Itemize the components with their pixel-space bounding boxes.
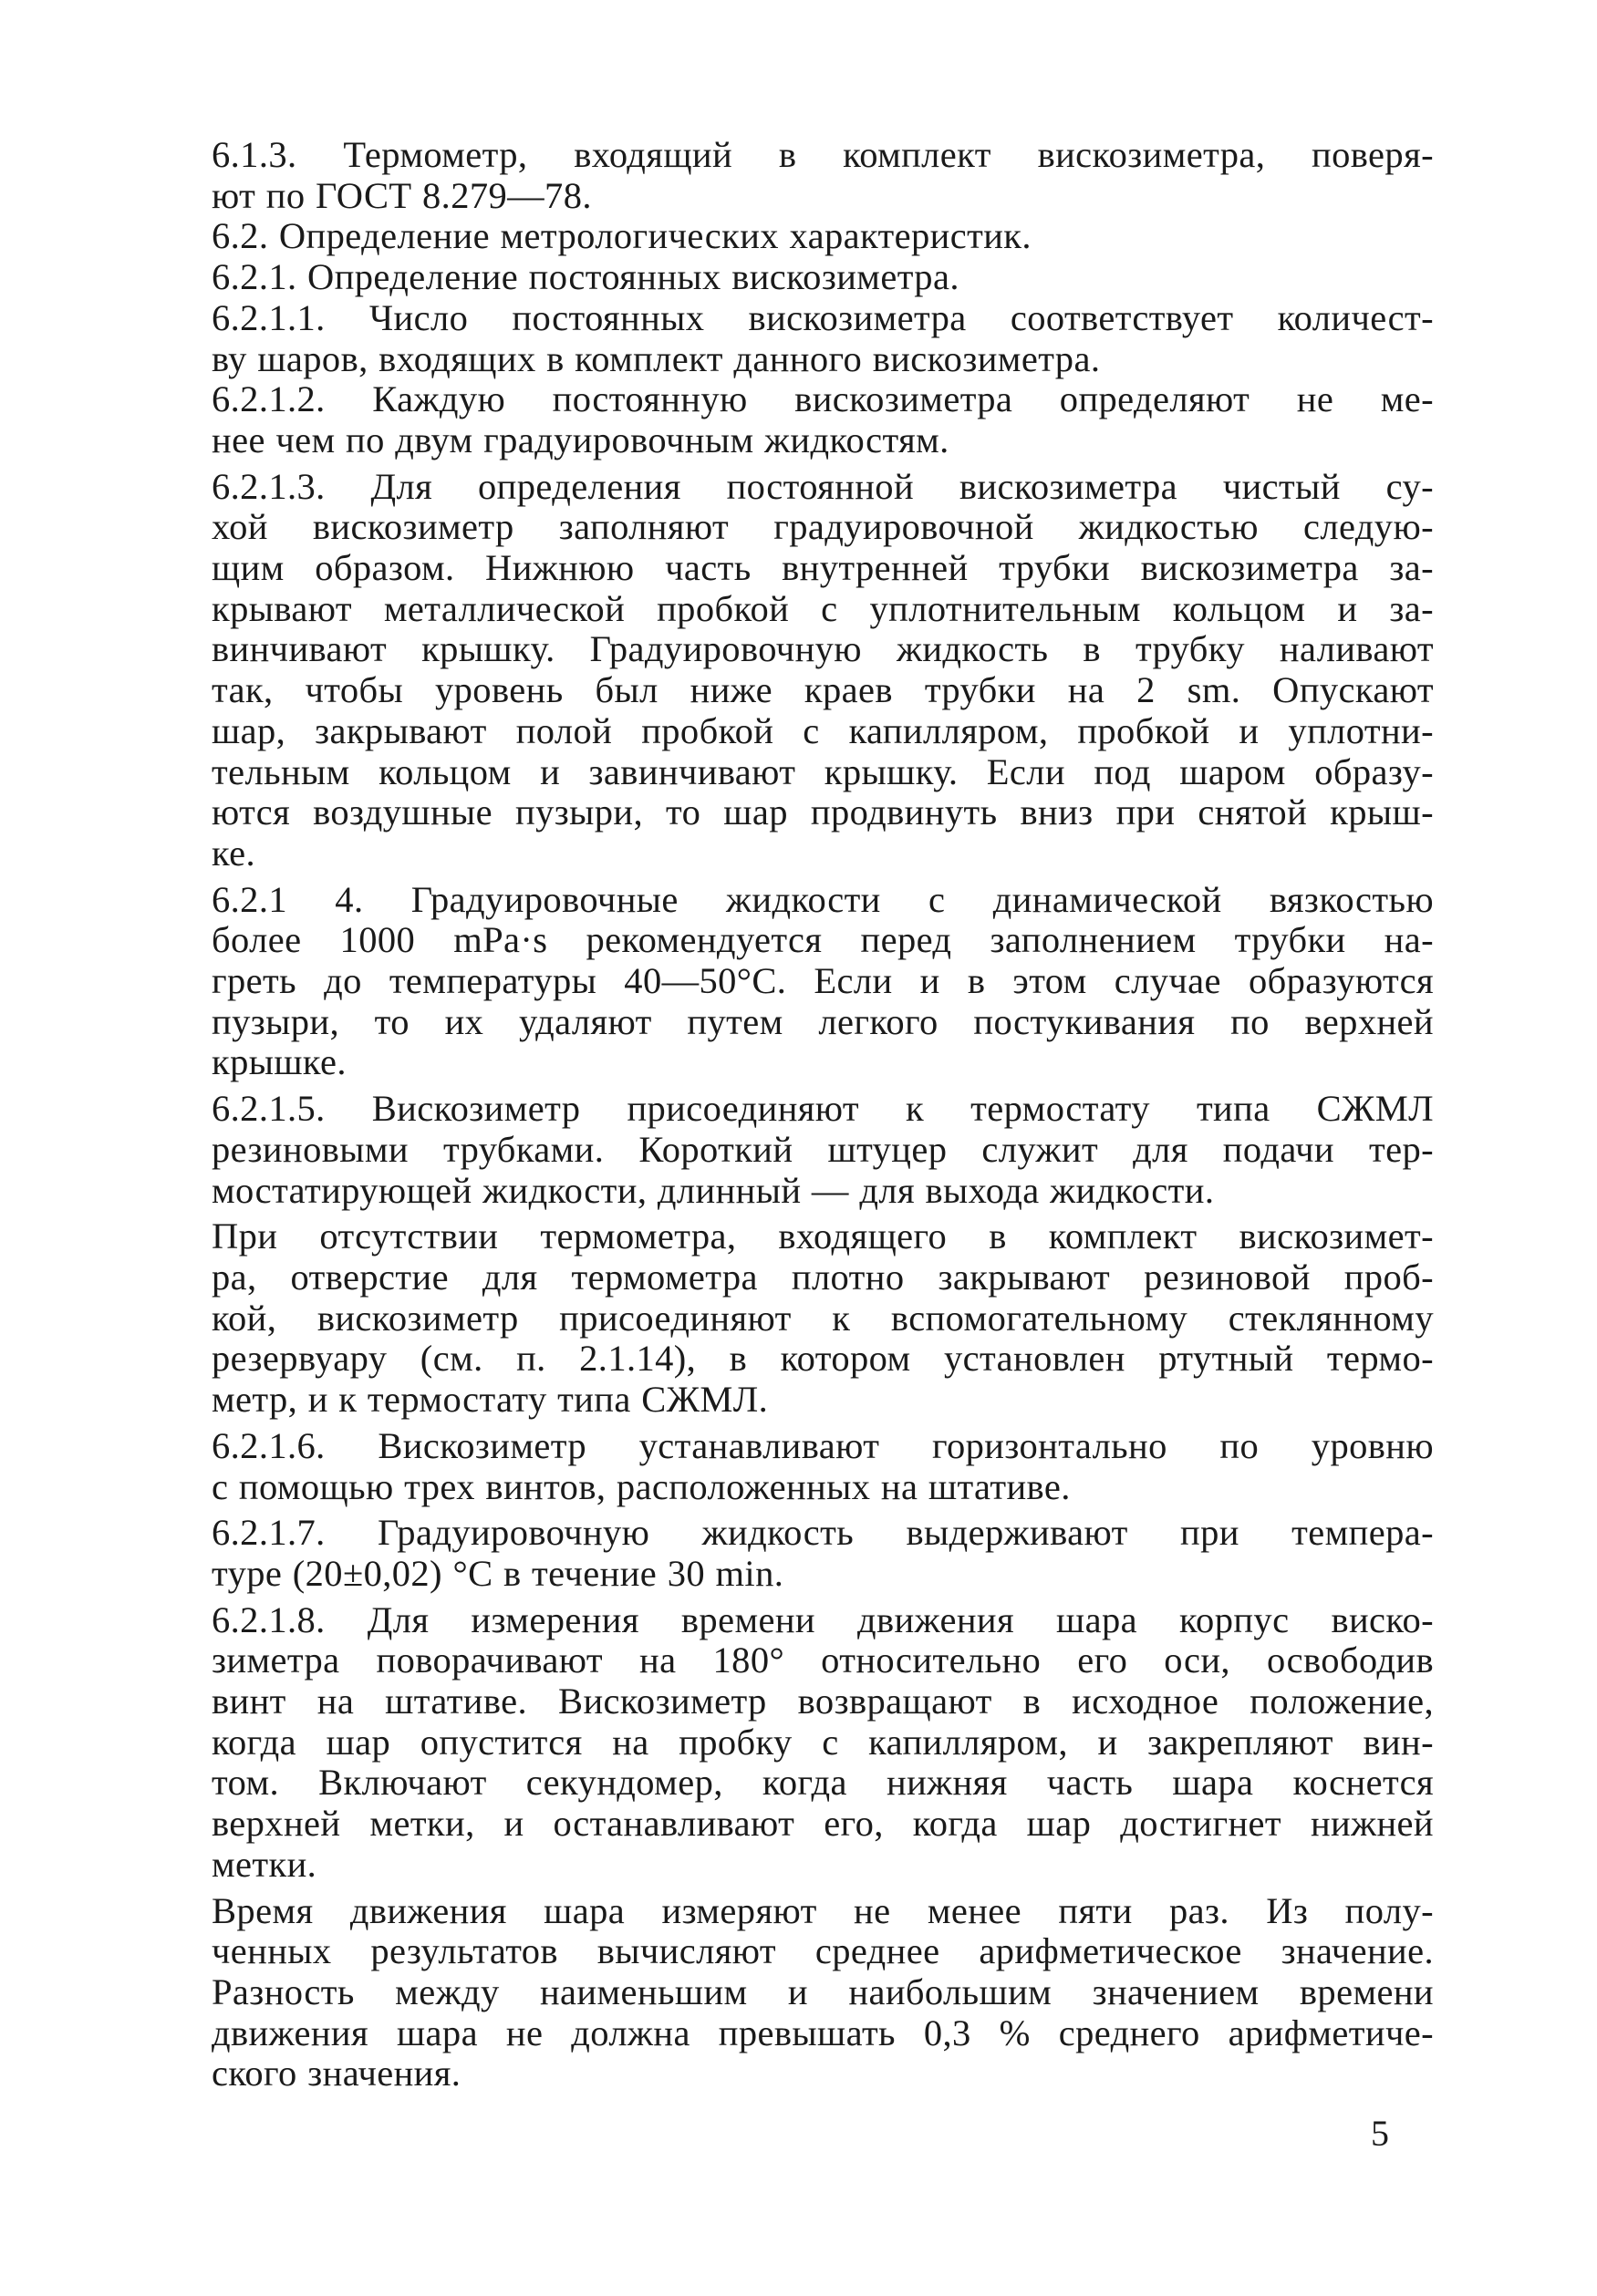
text-line: с помощью трех винтов, расположенных на штативе. (212, 1465, 1071, 1507)
text-line: мостатирующей жидкости, длинный — для выхода жидкости. (212, 1169, 1215, 1211)
text-line: щим образом. Нижнюю часть внутренней трубки вискозиметра за- (212, 547, 1434, 589)
text-line: ского значения. (212, 2053, 461, 2094)
page-number: 5 (1371, 2113, 1389, 2154)
text-line: метр, и к термостату типа СЖМЛ. (212, 1379, 769, 1421)
text-line: 6.2.1. Определение постоянных вискозиметра. (212, 256, 959, 298)
text-line: том. Включают секундомер, когда нижняя часть шара коснется (212, 1762, 1434, 1804)
text-line: 6.2.1.3. Для определения постоянной вискозиметра чистый су- (212, 465, 1434, 507)
paragraph-6-2-1-6 (212, 1426, 1434, 1507)
paragraph-6-2-1-3 (212, 467, 1434, 874)
text-line: ют по ГОСТ 8.279—78. (212, 174, 592, 216)
text-line: 6.1.3. Термометр, входящий в комплект вискозиметра, поверя- (212, 134, 1434, 175)
paragraph-6-2-1-2 (212, 379, 1434, 460)
text-line: резиновыми трубками. Короткий штуцер служит для подачи тер- (212, 1128, 1434, 1170)
paragraph-no-thermometer (212, 1216, 1434, 1421)
text-line: тельным кольцом и завинчивают крышку. Если под шаром образу- (212, 750, 1434, 792)
text-line: верхней метки, и останавливают его, когда шар достигнет нижней (212, 1803, 1434, 1845)
text-line: ву шаров, входящих в комплект данного вискозиметра. (212, 337, 1101, 379)
text-line: метки. (212, 1843, 317, 1885)
text-line: 6.2.1.7. Градуировочную жидкость выдерживают при темпера- (212, 1512, 1434, 1554)
text-line: движения шара не должна превышать 0,3 % среднего арифметиче- (212, 2012, 1434, 2053)
text-line: когда шар опустится на пробку с капилляром, и закрепляют вин- (212, 1721, 1434, 1763)
text-line: Разность между наименьшим и наибольшим значением времени (212, 1970, 1434, 2012)
text-line: хой вискозиметр заполняют градуировочной жидкостью следую- (212, 506, 1434, 548)
paragraph-6-2-1-8 (212, 1600, 1434, 1886)
paragraph-6-2-1-4 (212, 880, 1434, 1084)
text-line: более 1000 mPa·s рекомендуется перед заполнением трубки на- (212, 919, 1434, 961)
paragraph-6-2-1 (212, 257, 1434, 298)
text-line: зиметра поворачивают на 180° относительно его оси, освободив (212, 1639, 1434, 1681)
text-line: 6.2.1.5. Вискозиметр присоединяют к термостату типа СЖМЛ (212, 1088, 1434, 1130)
body-text (212, 135, 1434, 2094)
text-line: ченных результатов вычисляют среднее арифметическое значение. (212, 1930, 1434, 1972)
text-line: Время движения шара измеряют не менее пяти раз. Из полу- (212, 1889, 1434, 1931)
text-line: 6.2.1.6. Вискозиметр устанавливают горизонтально по уровню (212, 1424, 1434, 1466)
text-line: ются воздушные пузыри, то шар продвинуть вниз при снятой крыш- (212, 791, 1434, 833)
paragraph-6-1-3 (212, 135, 1434, 216)
text-line: кой, вискозиметр присоединяют к вспомогательному стеклянному (212, 1297, 1434, 1339)
paragraph-ball-time (212, 1891, 1434, 2095)
text-line: резервуару (см. п. 2.1.14), в котором установлен ртутный термо- (212, 1338, 1434, 1380)
text-line: крышке. (212, 1041, 347, 1083)
text-line: пузыри, то их удаляют путем легкого постукивания по верхней (212, 1000, 1434, 1042)
paragraph-6-2-1-5 (212, 1089, 1434, 1211)
text-line: 6.2.1.2. Каждую постоянную вискозиметра определяют не ме- (212, 378, 1434, 420)
text-line: крывают металлической пробкой с уплотнительным кольцом и за- (212, 587, 1434, 629)
text-line: нее чем по двум градуировочным жидкостям. (212, 419, 949, 460)
paragraph-6-2-1-7 (212, 1513, 1434, 1594)
text-line: 6.2. Определение метрологических характеристик. (212, 215, 1032, 257)
text-line: винчивают крышку. Градуировочную жидкость в трубку наливают (212, 628, 1434, 670)
text-line: 6.2.1 4. Градуировочные жидкости с динамической вязкостью (212, 878, 1434, 920)
text-line: 6.2.1.1. Число постоянных вискозиметра соответствует количест- (212, 296, 1434, 338)
paragraph-6-2 (212, 216, 1434, 257)
text-line: 6.2.1.8. Для измерения времени движения шара корпус виско- (212, 1598, 1434, 1640)
text-line: ра, отверстие для термометра плотно закрывают резиновой проб- (212, 1256, 1434, 1298)
text-line: При отсутствии термометра, входящего в комплект вискозимет- (212, 1215, 1434, 1257)
text-line: шар, закрывают полой пробкой с капилляром, пробкой и уплотни- (212, 709, 1434, 751)
paragraph-6-2-1-1 (212, 298, 1434, 379)
text-line: ке. (212, 832, 255, 874)
text-line: туре (20±0,02) °С в течение 30 min. (212, 1552, 784, 1594)
text-line: так, чтобы уровень был ниже краев трубки на 2 sm. Опускают (212, 669, 1434, 711)
text-line: греть до температуры 40—50°С. Если и в этом случае образуются (212, 960, 1434, 1002)
text-line: винт на штативе. Вискозиметр возвращают в исходное положение, (212, 1681, 1434, 1722)
